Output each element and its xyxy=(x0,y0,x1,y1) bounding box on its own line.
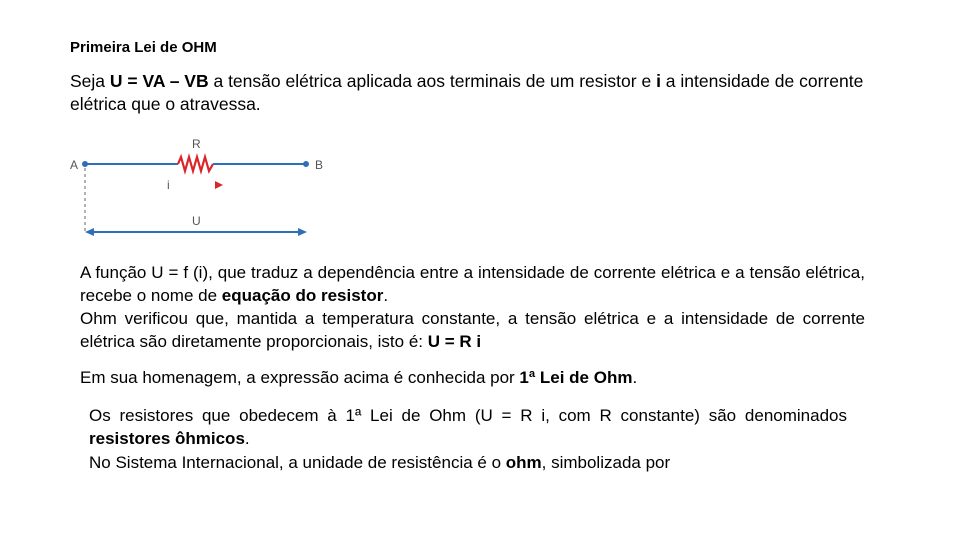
page-title: Primeira Lei de OHM xyxy=(70,39,217,56)
resistor-symbol xyxy=(178,157,213,171)
paragraph-text: . xyxy=(632,368,638,387)
resistor-equation-paragraph xyxy=(80,261,865,307)
label-current: i xyxy=(167,178,170,192)
label-resistor: R xyxy=(192,137,201,151)
si-unit-paragraph xyxy=(89,451,869,474)
label-terminal-b: B xyxy=(315,158,324,172)
voltage-definition: U = VA – VB xyxy=(109,71,209,91)
current-symbol: i xyxy=(656,71,661,91)
paragraph-text: . xyxy=(383,286,389,305)
resistor-equation-term: equação do resistor xyxy=(221,286,384,305)
paragraph-text: Os resistores que obedecem à 1ª Lei de Ohm (U = R i, com R constante) são denominados xyxy=(89,406,847,425)
paragraph-text: . xyxy=(244,429,250,448)
ohmic-resistors-paragraph xyxy=(89,404,847,450)
ohm-unit-term: ohm xyxy=(505,453,542,472)
paragraph-text: A função U = f (i), que traduz a dependência entre a intensidade de corrente elétrica e a tensão elétrica, recebe o nome de xyxy=(80,263,865,305)
intro-text: Seja xyxy=(70,71,110,91)
terminal-b xyxy=(303,161,309,167)
current-arrow xyxy=(215,181,223,189)
ohm-observation-paragraph xyxy=(80,307,865,353)
voltage-arrow-left-head xyxy=(85,228,94,236)
ohm-formula: U = R i xyxy=(427,332,482,351)
paragraph-text: Em sua homenagem, a expressão acima é conhecida por xyxy=(80,368,520,387)
paragraph-text: Ohm verificou que, mantida a temperatura constante, a tensão elétrica e a intensidade de corrente elétrica são diretamente proporcionais, isto é: xyxy=(80,309,865,351)
intro-text: a tensão elétrica aplicada aos terminais de um resistor e xyxy=(208,71,657,91)
ohmic-resistors-term: resistores ôhmicos xyxy=(89,429,245,448)
first-law-term: 1ª Lei de Ohm xyxy=(519,368,633,387)
paragraph-text: , simbolizada por xyxy=(541,453,671,472)
paragraph-text: No Sistema Internacional, a unidade de resistência é o xyxy=(89,453,506,472)
terminal-a xyxy=(82,161,88,167)
intro-text: a intensidade de corrente elétrica que o atravessa. xyxy=(70,71,864,114)
voltage-arrow-right-head xyxy=(298,228,307,236)
intro-paragraph xyxy=(70,70,890,116)
first-law-paragraph xyxy=(80,366,865,389)
resistor-circuit-diagram xyxy=(70,132,340,242)
label-voltage: U xyxy=(192,214,201,228)
label-terminal-a: A xyxy=(70,158,79,172)
